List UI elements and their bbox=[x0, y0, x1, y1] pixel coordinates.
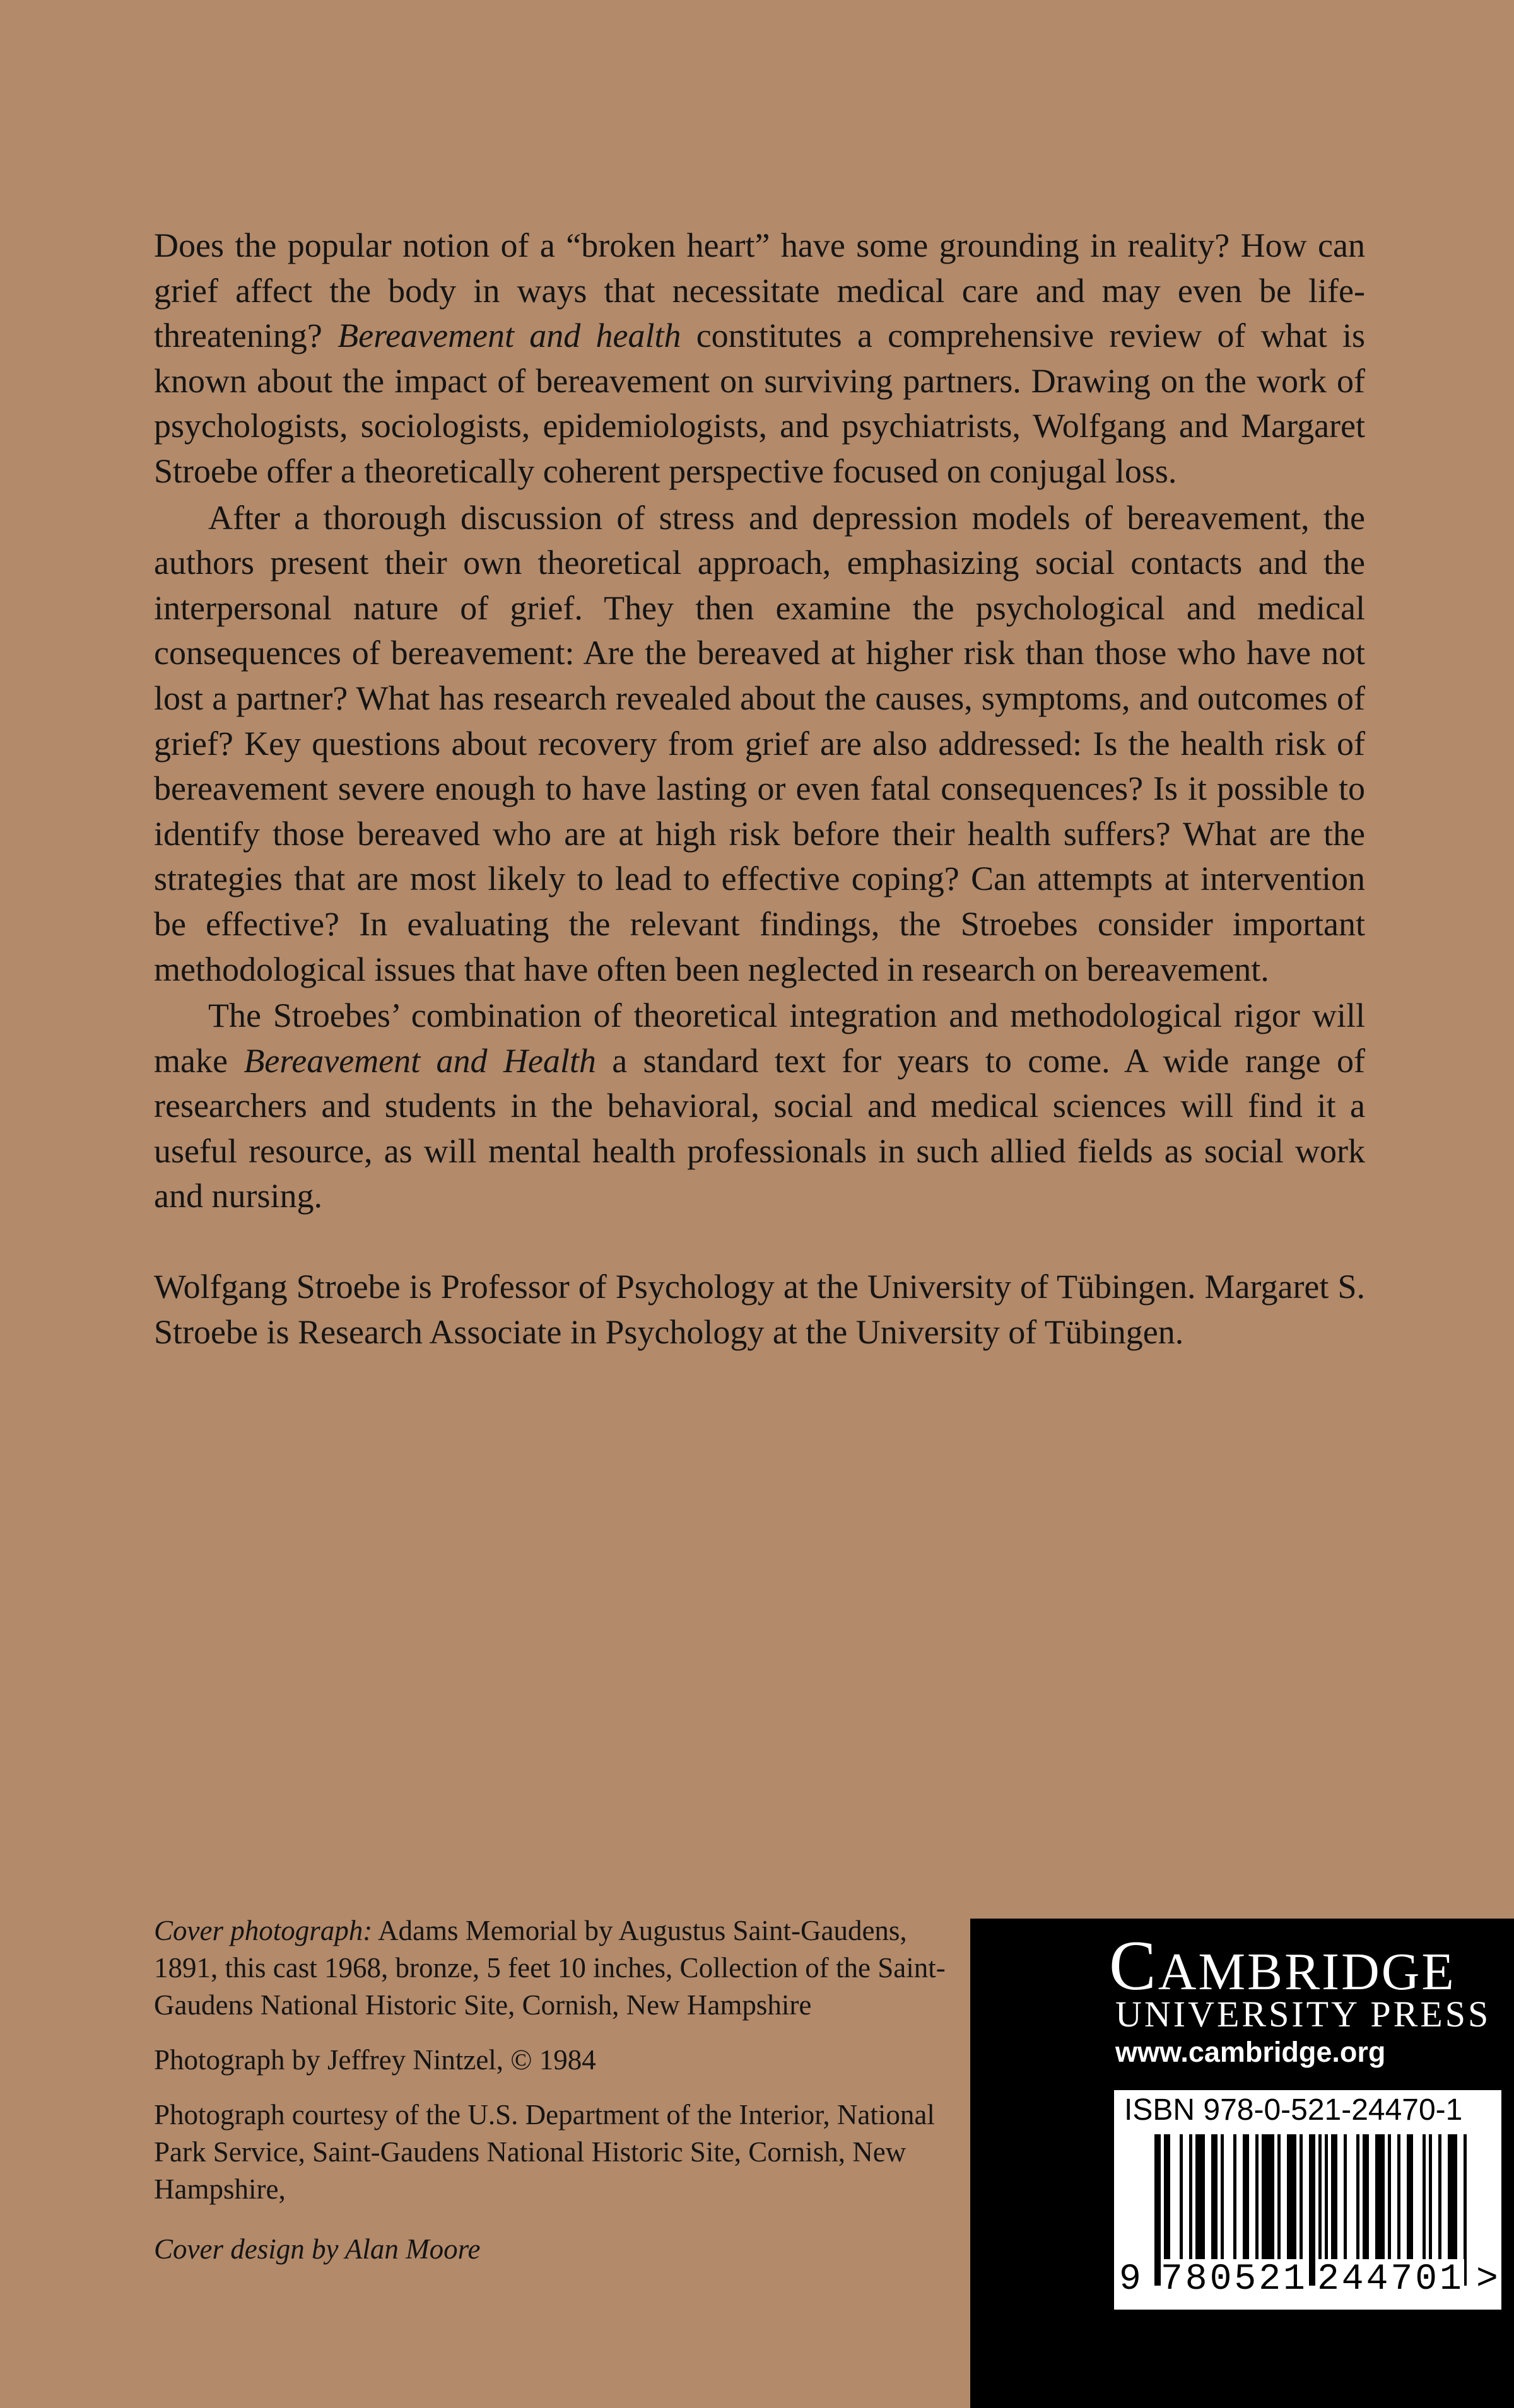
barcode-arrow: > bbox=[1476, 2259, 1498, 2300]
barcode-bar bbox=[1363, 2134, 1369, 2260]
photographer-credit: Photograph by Jeffrey Nintzel, © 1984 bbox=[154, 2044, 596, 2076]
blurb-paragraph-3: The Stroebes’ combination of theoretical integration and methodological rigor will make Bereavement and Health a standard text for years to come. A wide range of researchers and students in the behavioral, social and medical sciences will find it a useful resource, as will mental health professionals in such allied fields as social work and nursing. bbox=[154, 997, 1365, 1215]
barcode-bar bbox=[1195, 2134, 1205, 2260]
barcode-bar bbox=[1356, 2134, 1359, 2260]
barcode-bar bbox=[1423, 2134, 1426, 2260]
isbn-label: ISBN 978-0-521-24470-1 bbox=[1124, 2093, 1463, 2127]
barcode-bar bbox=[1255, 2134, 1259, 2260]
barcode-bar bbox=[1243, 2134, 1249, 2260]
publisher-name: CAMBRIDGE bbox=[1109, 1927, 1456, 2005]
author-bio: Wolfgang Stroebe is Professor of Psychology at the University of Tübingen. Margaret S. Stroebe is Research Associate in Psychology at the University of Tübingen. bbox=[154, 1268, 1365, 1351]
cover-design-credit: Cover design by Alan Moore bbox=[154, 2233, 481, 2265]
barcode-left-digits: 780521 bbox=[1161, 2259, 1308, 2300]
barcode-bar bbox=[1211, 2134, 1218, 2260]
barcode-bar bbox=[1375, 2134, 1385, 2260]
blurb-paragraph-1: Does the popular notion of a “broken heart” have some grounding in reality? How can grief affect the body in ways that necessitate medical care and may even be life-threatening? Bereavement and health constitutes a comprehensive review of what is known about the impact of bereavement on surviving partners. Drawing on the work of psychologists, sociologists, epidemiologists, and psychiatrists, Wolfgang and Margaret Stroebe offer a theoretically coherent perspective focused on conjugal loss. bbox=[154, 226, 1365, 490]
book-title-italic: Bereavement and Health bbox=[244, 1041, 596, 1080]
barcode-bar bbox=[1300, 2134, 1303, 2260]
barcode-bar bbox=[1429, 2134, 1432, 2260]
barcode-bar bbox=[1189, 2134, 1192, 2260]
barcode-right-digits: 244701 bbox=[1317, 2259, 1464, 2300]
cover-photograph-credit: Cover photograph: Adams Memorial by Augustus Saint-Gaudens, 1891, this cast 1968, bronze, 5 feet 10 inches, Collection of the Saint-Gaudens National Historic Site, Cornish, New Hampshire bbox=[154, 1915, 946, 2021]
publisher-subtitle: UNIVERSITY PRESS bbox=[1115, 1994, 1491, 2035]
barcode-bar bbox=[1438, 2134, 1441, 2260]
barcode-bar bbox=[1407, 2134, 1413, 2260]
barcode-bar bbox=[1233, 2134, 1236, 2260]
publisher-website[interactable]: www.cambridge.org bbox=[1115, 2036, 1386, 2068]
back-cover-blurb bbox=[154, 223, 1365, 1355]
barcode-bar bbox=[1344, 2134, 1347, 2260]
barcode-bar bbox=[1221, 2134, 1224, 2260]
courtesy-credit: Photograph courtesy of the U.S. Department of the Interior, National Park Service, Saint-Gaudens National Historic Site, Cornish, New Hampshire, bbox=[154, 2099, 935, 2205]
barcode-bar bbox=[1397, 2134, 1400, 2260]
barcode-lead-digit: 9 bbox=[1119, 2259, 1141, 2300]
blurb-paragraph-2: After a thorough discussion of stress and depression models of bereavement, the authors present their own theoretical approach, emphasizing social contacts and the interpersonal nature of grief. They then examine the psychological and medical consequences of bereavement: Are the bereaved at higher risk than those who have not lost a partner? What has research revealed about the causes, symptoms, and outcomes of grief? Key questions about recovery from grief are also addressed: Is the health risk of bereavement severe enough to have lasting or even fatal consequences? Is it possible to identify those bereaved who are at high risk before their health suffers? What are the strategies that are most likely to lead to effective coping? Can attempts at intervention be effective? In evaluating the relevant findings, the Stroebes consider important methodological issues that have often been neglected in research on bereavement. bbox=[154, 498, 1365, 988]
barcode-bar bbox=[1287, 2134, 1296, 2260]
barcode-digits bbox=[1119, 2259, 1498, 2303]
barcode-bar bbox=[1388, 2134, 1391, 2260]
barcode-bar bbox=[1262, 2134, 1274, 2260]
barcode-bar bbox=[1325, 2134, 1328, 2260]
barcode-bar bbox=[1331, 2134, 1337, 2260]
barcode-bar bbox=[1180, 2134, 1183, 2260]
cover-credits bbox=[154, 1912, 949, 2268]
book-title-italic: Bereavement and health bbox=[337, 317, 681, 355]
barcode-bar bbox=[1277, 2134, 1281, 2260]
